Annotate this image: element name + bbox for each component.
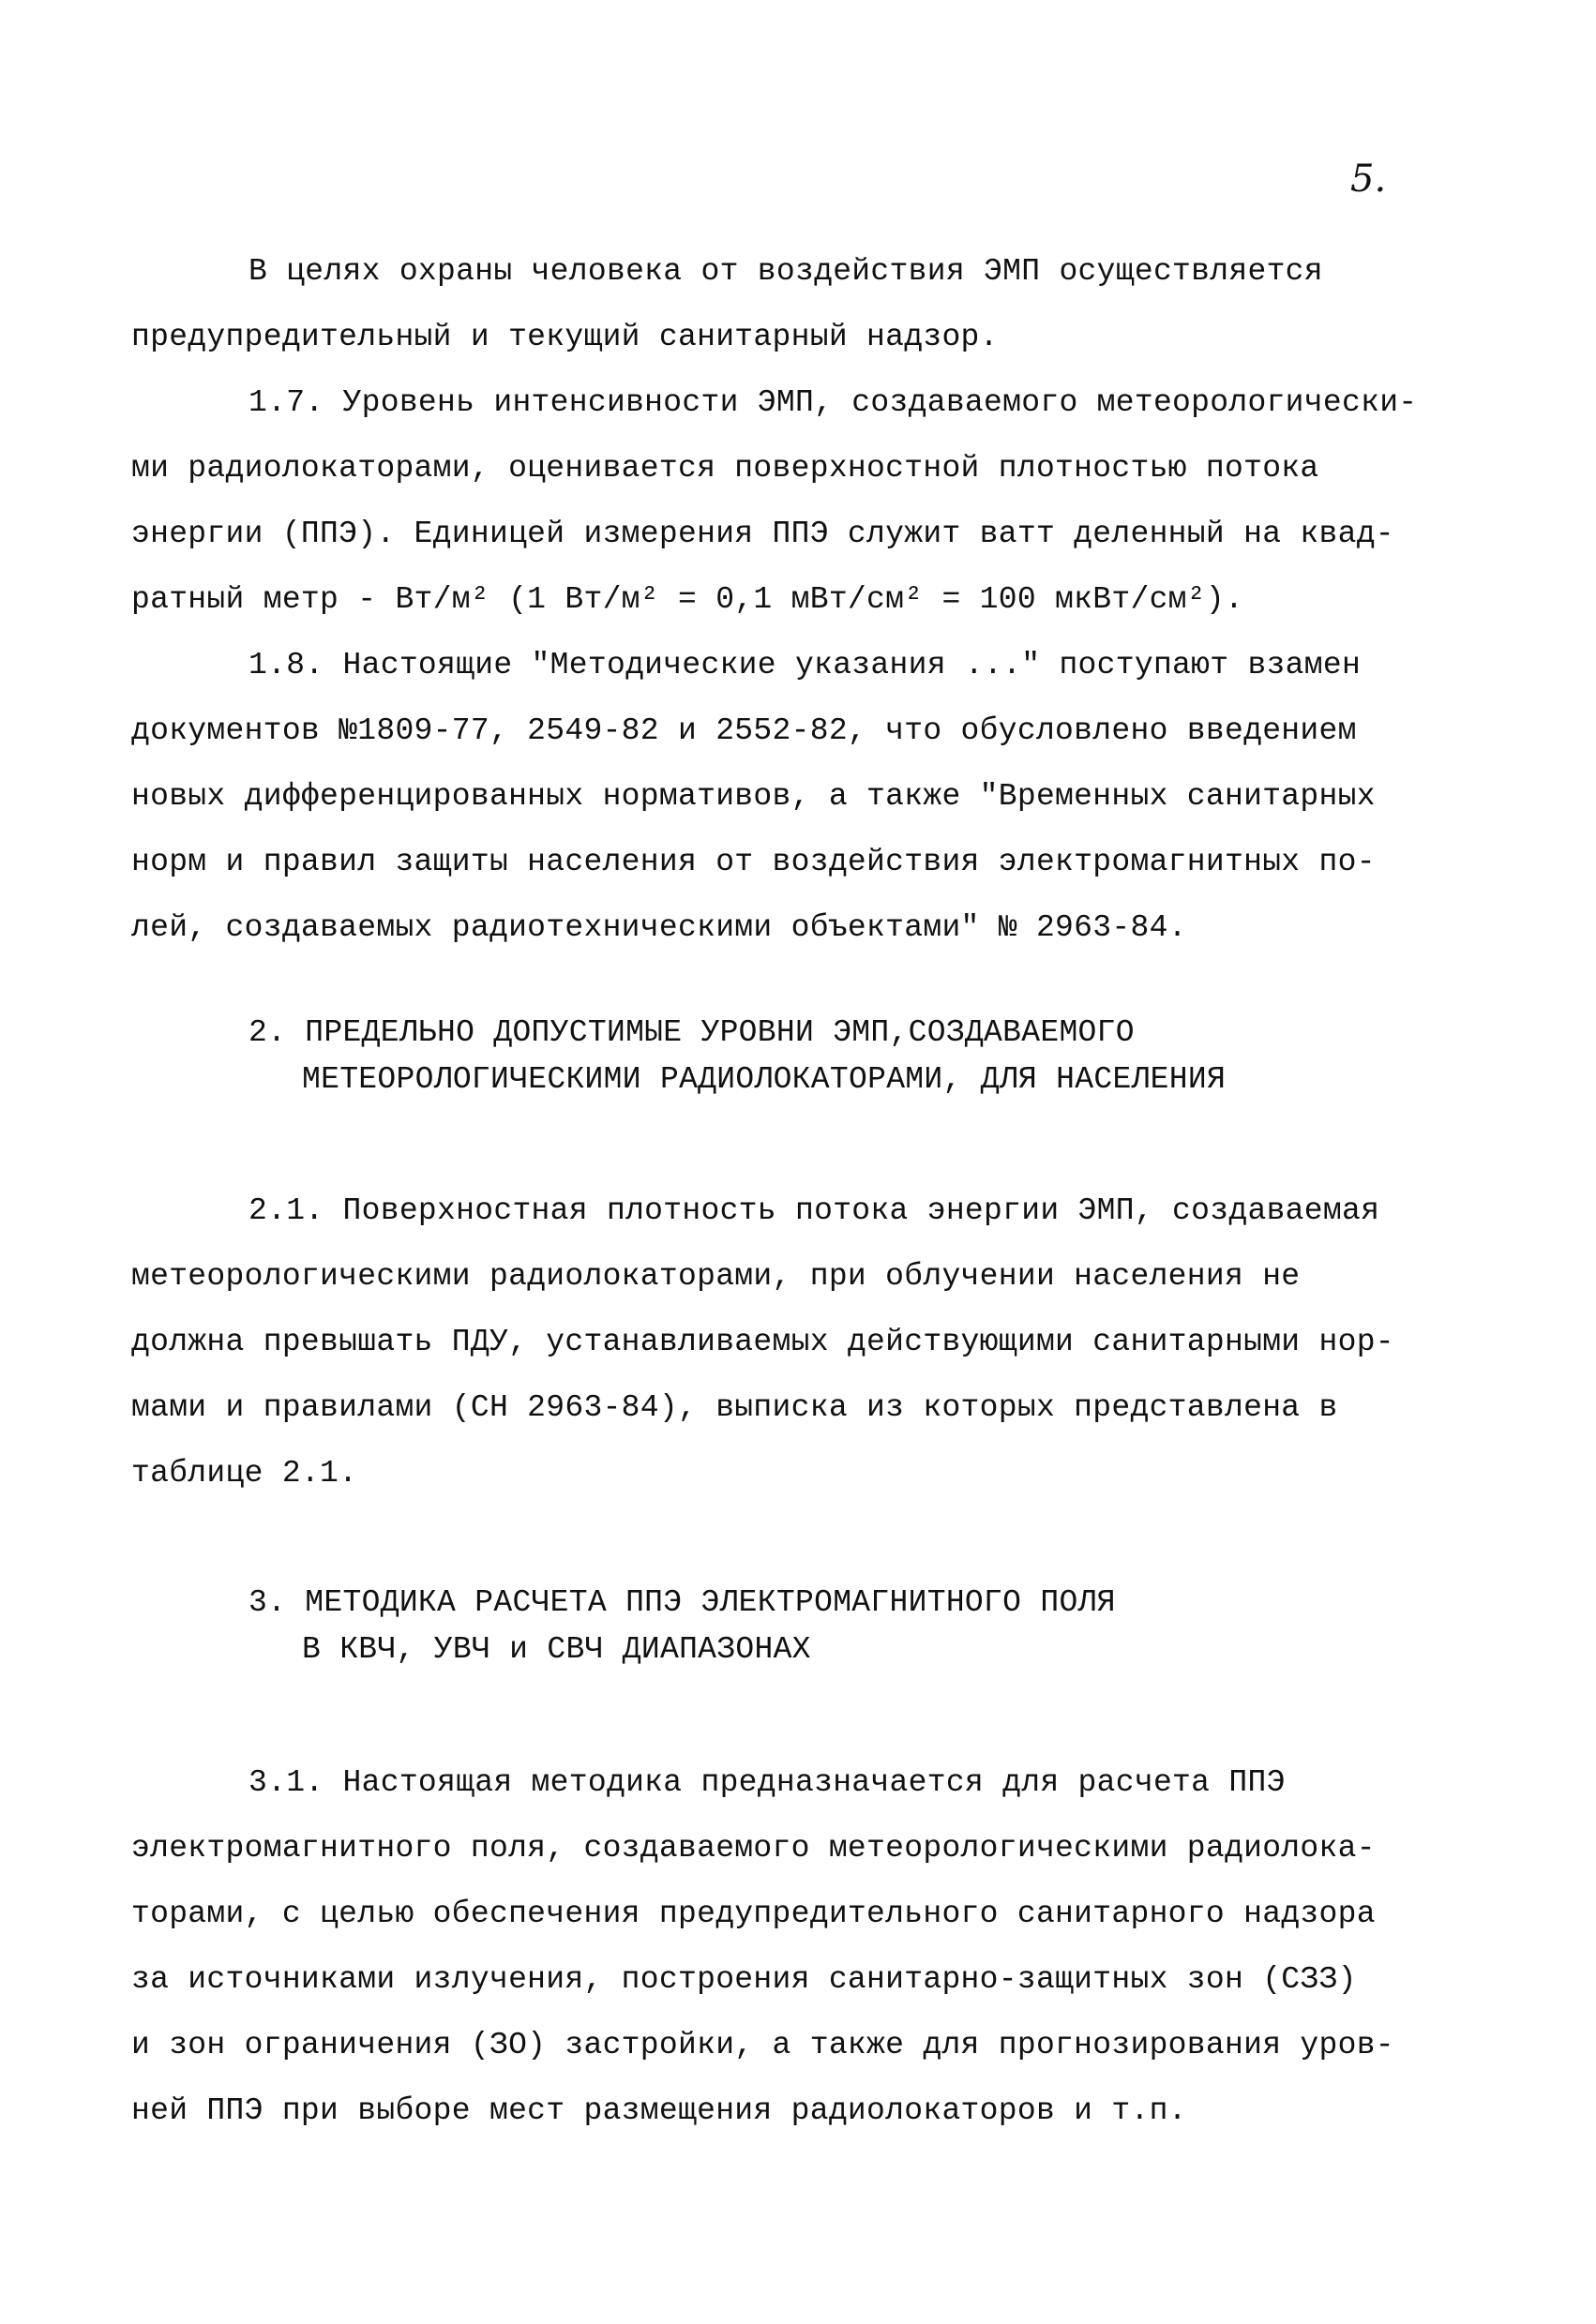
paragraph-line: ней ППЭ при выборе мест размещения радиолокаторов и т.п. — [131, 2093, 1187, 2128]
section-heading: МЕТЕОРОЛОГИЧЕСКИМИ РАДИОЛОКАТОРАМИ, ДЛЯ НАСЕЛЕНИЯ — [302, 1062, 1227, 1097]
paragraph-line: должна превышать ПДУ, устанавливаемых действующими санитарными нор- — [131, 1325, 1394, 1359]
paragraph-line: 2.1. Поверхностная плотность потока энергии ЭМП, создаваемая — [248, 1193, 1380, 1228]
paragraph-line: ми радиолокаторами, оценивается поверхностной плотностью потока — [131, 451, 1319, 486]
paragraph-line: энергии (ППЭ). Единицей измерения ППЭ служит ватт деленный на квад- — [131, 517, 1394, 551]
paragraph-line: и зон ограничения (ЗО) застройки, а также для прогнозирования уров- — [131, 2028, 1394, 2062]
paragraph-line: таблице 2.1. — [131, 1456, 358, 1491]
paragraph-line: 1.7. Уровень интенсивности ЭМП, создаваемого метеорологически- — [248, 385, 1418, 420]
paragraph-line: электромагнитного поля, создаваемого метеорологическими радиолока- — [131, 1831, 1376, 1866]
paragraph-line: документов №1809-77, 2549-82 и 2552-82, что обусловлено введением — [131, 713, 1357, 748]
paragraph-line: новых дифференцированных нормативов, а также "Временных санитарных — [131, 779, 1376, 814]
paragraph-line: мами и правилами (СН 2963-84), выписка из которых представлена в — [131, 1390, 1338, 1425]
section-heading: В КВЧ, УВЧ и СВЧ ДИАПАЗОНАХ — [302, 1632, 811, 1667]
paragraph-line: В целях охраны человека от воздействия ЭМП осуществляется — [248, 254, 1323, 289]
paragraph-line: торами, с целью обеспечения предупредительного санитарного надзора — [131, 1897, 1376, 1931]
section-heading: 2. ПРЕДЕЛЬНО ДОПУСТИМЫЕ УРОВНИ ЭМП,СОЗДАВАЕМОГО — [248, 1015, 1135, 1050]
paragraph-line: норм и правил защиты населения от воздействия электромагнитных по- — [131, 845, 1376, 879]
paragraph-line: 1.8. Настоящие "Методические указания ..." поступают взамен — [248, 648, 1362, 682]
paragraph-line: 3.1. Настоящая методика предназначается для расчета ППЭ — [248, 1765, 1286, 1800]
page-number: 5. — [1350, 157, 1387, 201]
paragraph-line: за источниками излучения, построения санитарно-защитных зон (СЗЗ) — [131, 1962, 1357, 1997]
paragraph-line: метеорологическими радиолокаторами, при облучении населения не — [131, 1259, 1301, 1294]
section-heading: 3. МЕТОДИКА РАСЧЕТА ППЭ ЭЛЕКТРОМАГНИТНОГО ПОЛЯ — [248, 1585, 1116, 1620]
paragraph-line: ратный метр - Вт/м² (1 Вт/м² = 0,1 мВт/см² = 100 мкВт/см²). — [131, 582, 1244, 617]
paragraph-line: предупредительный и текущий санитарный надзор. — [131, 320, 999, 354]
paragraph-line: лей, создаваемых радиотехническими объектами" № 2963-84. — [131, 910, 1187, 945]
